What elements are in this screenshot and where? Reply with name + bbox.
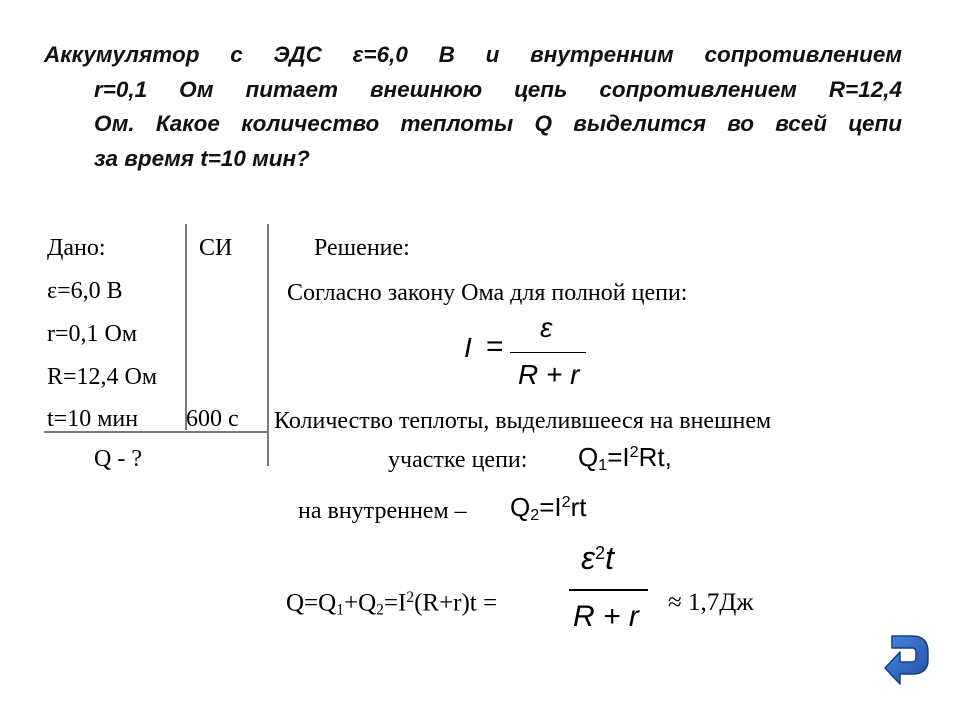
problem-statement <box>44 38 902 176</box>
total-denominator: R + r <box>573 600 639 633</box>
q2-formula: $Q_2=I^2rt$ <box>510 492 587 525</box>
formula-i-denominator: R + r <box>518 359 580 390</box>
formula-i-fraction-bar <box>510 352 586 353</box>
return-arrow-icon <box>882 630 932 688</box>
si-solution-divider <box>267 224 269 466</box>
si-time-value: 600 с <box>186 406 239 432</box>
q1-formula: $Q_1=I^2Rt$, <box>578 442 672 475</box>
formula-i-lhs: I <box>464 332 472 363</box>
problem-line-1: Аккумулятор с ЭДС ε=6,0 В и внутренним сопротивлением <box>44 42 902 67</box>
given-internal-resistance: r=0,1 Ом <box>47 321 138 347</box>
internal-heat-text: на внутреннем – <box>298 498 467 524</box>
given-external-resistance: R=12,4 Ом <box>47 364 158 390</box>
total-result: ≈ 1,7Дж <box>668 589 754 616</box>
total-fraction-bar <box>569 589 648 591</box>
total-heat-formula: $Q=Q_1+Q_2=I^2(R+r)t$ = <box>286 589 498 619</box>
unknown-q: Q - ? <box>94 446 142 472</box>
ohm-law-text: Согласно закону Ома для полной цепи: <box>287 280 688 306</box>
si-header: СИ <box>199 235 233 261</box>
formula-i-equals: = <box>486 330 504 363</box>
external-heat-text: Количество теплоты, выделившееся на внешнем <box>274 408 772 434</box>
formula-i-numerator: ε <box>540 312 553 343</box>
problem-line-2: r=0,1 Ом питает внешнюю цепь сопротивлением R=12,4 <box>94 76 902 102</box>
problem-line-3: Ом. Какое количество теплоты Q выделится во всей цепи <box>94 111 902 136</box>
given-time: t=10 мин <box>47 406 139 432</box>
problem-line-4: за время t=10 мин? <box>94 145 310 171</box>
solution-header: Решение: <box>314 235 410 261</box>
given-header: Дано: <box>47 235 106 261</box>
total-numerator: $\varepsilon^2t$ <box>581 540 614 576</box>
external-heat-text-2: участке цепи: <box>388 447 528 473</box>
given-si-divider <box>185 224 187 430</box>
given-emf: ε=6,0 В <box>47 278 123 304</box>
back-button[interactable] <box>882 630 932 688</box>
